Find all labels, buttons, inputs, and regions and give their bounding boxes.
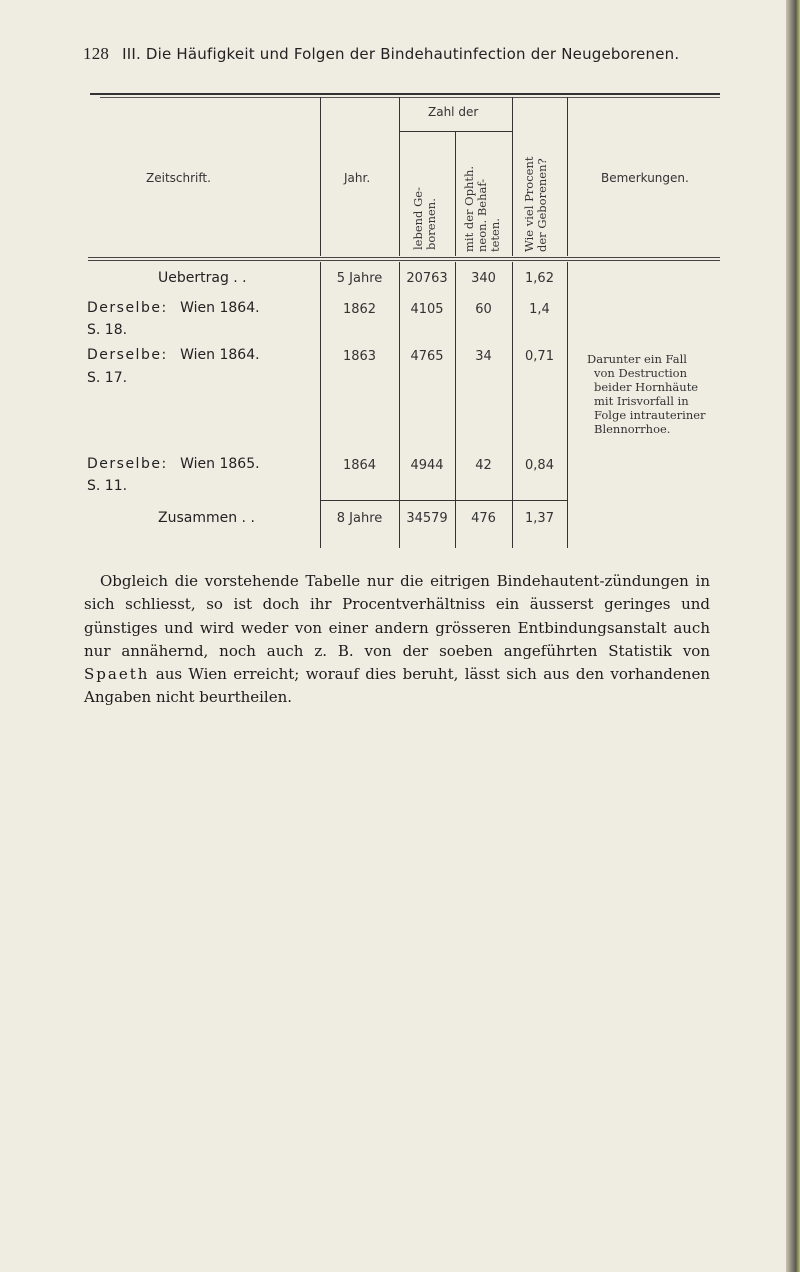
author-name-spaeth: Spaeth [84,665,150,684]
total-rule [320,500,567,501]
zahl-der-underline [399,131,512,132]
row-uebertrag-jahr: 5 Jahre [336,271,383,286]
remark-line: Darunter ein Fall [587,352,687,366]
row-1863-ophth: 34 [475,349,492,364]
header-separator-rule [88,257,720,258]
row-total-name: Zusammen . . [158,510,255,526]
row-1864-ophth: 42 [475,458,492,473]
row-total-procent: 1,37 [525,511,554,526]
row-total-lebend: 34579 [406,511,448,526]
col-line-5 [567,97,568,256]
row-1863-name [87,347,260,363]
remark-line: mit Irisvorfall in [594,394,689,408]
row-1863-remark [582,352,706,436]
page-edge [786,0,800,1272]
row-total-jahr: 8 Jahre [336,511,383,526]
row-1864-procent: 0,84 [525,458,554,473]
row-1862-ophth: 60 [475,302,492,317]
row-1862-jahr: 1862 [342,302,377,317]
header-jahr: Jahr. [344,171,371,185]
header-separator-rule-2 [88,260,720,261]
row-1864-name [87,456,260,472]
row-1862-page: S. 18. [87,322,128,338]
header-ophthalmia: mit der Ophth. neon. Behaf- teten. [462,165,502,252]
row-total-ophth: 476 [471,511,496,526]
col-line-2 [399,97,400,256]
header-procent: Wie viel Procent der Geborenen? [522,156,549,252]
row-1863-lebend: 4765 [410,349,444,364]
row-1863-author: Derselbe: [87,347,168,363]
header-lebend-geborenen: lebend Ge- borenen. [411,187,438,250]
row-1864-author: Derselbe: [87,456,168,472]
table-top-rule [90,93,720,95]
row-1862-lebend: 4105 [410,302,444,317]
row-1862-procent: 1,4 [529,302,550,317]
header-zeitschrift: Zeitschrift. [146,171,211,185]
running-title: III. Die Häufigkeit und Folgen der Bindehautinfection der Neugeborenen. [122,45,680,63]
paragraph-text-2: aus Wien erreicht; worauf dies beruht, lässt sich aus den vorhandenen Angaben nicht beurtheilen. [84,665,710,707]
row-1863-page: S. 17. [87,370,128,386]
row-1864-page: S. 11. [87,478,128,494]
remark-line: Folge intrauteriner [594,408,706,422]
table-top-rule-2 [100,97,720,98]
col-line-1 [320,97,321,256]
row-uebertrag-procent: 1,62 [525,271,554,286]
remark-line: Blennorrhoe. [594,422,671,436]
page-number: 128 [83,44,110,63]
row-uebertrag-ophth: 340 [471,271,496,286]
remark-line: von Destruction [594,366,688,380]
col-line-3 [455,132,456,256]
row-1863-jahr: 1863 [342,349,377,364]
body-paragraph [84,570,710,710]
header-bemerkungen: Bemerkungen. [601,171,689,185]
row-uebertrag-lebend: 20763 [406,271,448,286]
running-header [83,44,679,64]
row-1864-jahr: 1864 [342,458,377,473]
row-1862-name [87,300,260,316]
remark-line: beider Hornhäute [594,380,699,394]
row-uebertrag-name: Uebertrag . . [158,270,247,286]
row-1863-source: Wien 1864. [180,347,260,363]
paragraph-text-1: Obgleich die vorstehende Tabelle nur die eitrigen Bindehautent-zündungen in sich schliesst, so ist doch ihr Procentverhältniss ein äusserst geringes und günstiges und wird weder von einer andern grösseren Entbindungsanstalt auch nur annähernd, noch auch z. B. von der soeben angeführten Statistik von [84,572,710,660]
row-1864-lebend: 4944 [410,458,444,473]
body-col-line-5 [567,262,568,548]
row-1864-source: Wien 1865. [180,456,260,472]
col-line-4 [512,97,513,256]
row-1862-author: Derselbe: [87,300,168,316]
row-1862-source: Wien 1864. [180,300,260,316]
row-1863-procent: 0,71 [525,349,554,364]
header-zahl-der: Zahl der [428,105,479,119]
